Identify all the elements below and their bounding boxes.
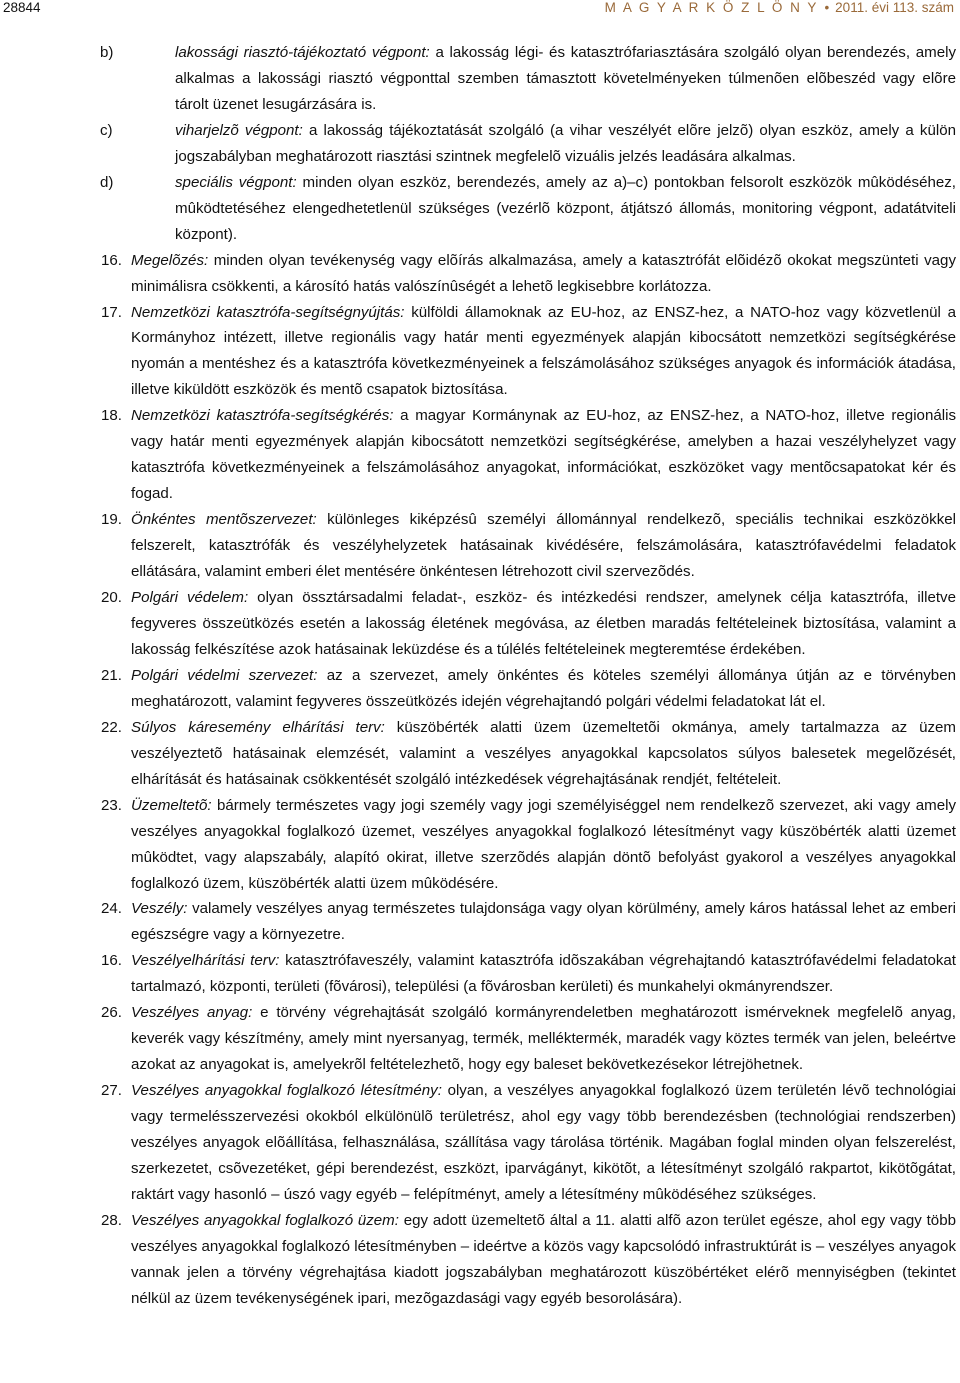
defined-term: Veszélyes anyag:	[131, 1004, 253, 1022]
defined-term: Polgári védelem:	[131, 589, 249, 607]
issue-label: 2011. évi 113. szám	[835, 0, 954, 15]
definition-item	[0, 585, 960, 663]
definition-number: 23.	[101, 796, 122, 814]
definition-text: a lakosság légi- és katasztrófariasztására szolgáló olyan berendezés, amely alkalmas a lakossági riasztó végponttal szemben támasztott követelményeken túlmenõen elõbeszéd vagy elõre tárolt üzenet lesugárzására is.	[175, 44, 956, 113]
defined-term: Veszélyelhárítási terv:	[131, 952, 280, 970]
definition-item	[0, 1208, 960, 1312]
definition-text: valamely veszélyes anyag természetes tulajdonsága vagy olyan körülmény, amely káros hatással lehet az emberi egészségre vagy a környezetre.	[131, 900, 956, 944]
definition-text: külföldi államoknak az EU-hoz, az ENSZ-hez, a NATO-hoz vagy közvetlenül a Kormányhoz intézett, illetve regionális vagy határ menti egyezmények alapján kibocsátott nemzetközi segítségkérése nyomán a mentéshez és a katasztrófa következményeinek a felszámolásához szükséges anyagok és információk átadása, illetve kiküldött eszközök és mentõ csapatok biztosítása.	[131, 303, 956, 399]
sub-item-label: b)	[100, 44, 114, 61]
defined-term: viharjelzõ végpont:	[175, 121, 303, 139]
definition-item	[0, 248, 960, 300]
defined-term: Veszély:	[131, 900, 188, 918]
definition-number: 19.	[101, 511, 122, 529]
definition-number: 16.	[101, 952, 122, 970]
running-header	[605, 0, 954, 15]
definition-item	[0, 1078, 960, 1208]
definition-text: a magyar Kormánynak az EU-hoz, az ENSZ-hez, a NATO-hoz, illetve regionális vagy határ menti egyezmények alapján kibocsátott nemzetközi segítségkérése, amelyben a hazai veszélyhelyzet vagy katasztrófa következményeinek a felszámolásához anyagokat, információkat, eszközöket vagy mentõcsapatokat kér és fogad.	[131, 407, 956, 503]
definition-text: a lakosság tájékoztatását szolgáló (a vihar veszélyét elõre jelzõ) olyan eszköz, amely a külön jogszabályban meghatározott riasztási szintnek megfelelõ vizuális jelzés leadására alkalmas.	[175, 121, 956, 165]
definition-item	[0, 663, 960, 715]
separator-dot: •	[824, 0, 830, 15]
definition-item	[0, 300, 960, 404]
definition-item	[0, 1000, 960, 1078]
definition-item	[0, 715, 960, 793]
definition-item	[0, 507, 960, 585]
definition-text: olyan össztársadalmi feladat-, eszköz- és intézkedési rendszer, amelynek célja katasztrófa, illetve fegyveres összeütközés esetén a lakosság életének megóvása, az életben maradás feltételeinek biztosítása, valamint a lakosság felkészítése azok hatásainak leküzdése és a túlélés feltételeinek megteremtése érdekében.	[131, 589, 956, 658]
sub-item	[0, 40, 960, 118]
definition-number: 24.	[101, 900, 122, 918]
definition-text: olyan, a veszélyes anyagokkal foglalkozó üzem területén lévõ technológiai vagy termelésszervezési okokból elkülönülõ területrész, ahol egy vagy több berendezésben (technológiai rendszerben) veszélyes anyagok elõállítása, felhasználása, szállítása vagy tárolása történik. Magában foglal minden olyan felszerelést, szerkezetet, csõvezetéket, gépi berendezést, eszközt, iparvágányt, kikötõt, a létesítményt szolgáló rakpartot, kikötõgátat, raktárt vagy hasonló – úszó vagy egyéb – felépítményt, amely a létesítmény mûködéséhez szükséges.	[131, 1082, 956, 1203]
definition-item	[0, 793, 960, 897]
definition-number: 20.	[101, 589, 122, 607]
defined-term: speciális végpont:	[175, 173, 297, 191]
definition-item	[0, 948, 960, 1000]
definition-item	[0, 896, 960, 948]
definition-number: 16.	[101, 251, 122, 269]
defined-term: Nemzetközi katasztrófa-segítségnyújtás:	[131, 303, 405, 321]
definition-number: 17.	[101, 303, 122, 321]
definition-number: 28.	[101, 1211, 122, 1229]
defined-term: lakossági riasztó-tájékoztató végpont:	[175, 44, 430, 61]
defined-term: Önkéntes mentõszervezet:	[131, 511, 317, 529]
definition-text: bármely természetes vagy jogi személy vagy jogi személyiséggel nem rendelkezõ szervezet, aki vagy amely veszélyes anyagokkal foglalkozó üzemet, veszélyes anyagokkal foglalkozó létesítményt vagy küszöbérték alatti üzemet mûködtet, vagy alapszabály, alapító okirat, illetve szerzõdés alapján döntõ befolyást gyakorol a veszélyes anyagokkal foglalkozó üzem, küszöbérték alatti üzem mûködésére.	[131, 796, 956, 892]
definition-text: katasztrófaveszély, valamint katasztrófa idõszakában végrehajtandó katasztrófavédelmi feladatokat tartalmazó, központi, területi (fõvárosi), települési (a fõvárosban kerületi) és munkahelyi okmányrendszer.	[131, 952, 956, 996]
definition-number: 27.	[101, 1082, 122, 1100]
definition-text: egy adott üzemeltetõ által a 11. alatti alfõ azon terület egésze, ahol egy vagy több veszélyes anyagokkal foglalkozó létesítményben – ideértve a közös vagy kapcsolódó infrastruktúrát is – veszélyes anyagok vannak jelen a törvény végrehajtása kiadott jogszabályban meghatározott küszöbértéket elérõ mennyiségben (tekintet nélkül az üzem tevékenységének ipari, mezõgazdasági vagy egyéb besorolására).	[131, 1211, 956, 1307]
definition-item	[0, 403, 960, 507]
definition-text: minden olyan eszköz, berendezés, amely az a)–c) pontokban felsorolt eszközök mûködéséhez, mûködtetéséhez elengedhetetlenül szükséges (vezérlõ központ, átjátszó állomás, monitoring végpont, adatátviteli központ).	[175, 173, 956, 243]
definition-text: különleges kiképzésû személyi állománnyal rendelkezõ, speciális technikai eszközökkel felszerelt, katasztrófák és veszélyhelyzetek hatásainak kivédésére, felszámolására, katasztrófavédelmi feladatok ellátására, valamint emberi élet mentésére önkéntesen létrehozott civil szervezõdés.	[131, 511, 956, 581]
sub-item	[0, 170, 960, 248]
defined-term: Nemzetközi katasztrófa-segítségkérés:	[131, 407, 394, 425]
definition-number: 21.	[101, 666, 122, 684]
defined-term: Polgári védelmi szervezet:	[131, 666, 318, 684]
defined-term: Üzemeltetõ:	[131, 796, 212, 814]
sub-item-label: c)	[100, 121, 113, 139]
defined-term: Veszélyes anyagokkal foglalkozó létesítmény:	[131, 1082, 442, 1100]
defined-term: Súlyos káresemény elhárítási terv:	[131, 718, 385, 736]
definition-number: 22.	[101, 718, 122, 736]
sub-item-label: d)	[100, 173, 114, 191]
definition-number: 26.	[101, 1004, 122, 1022]
page-number: 28844	[3, 0, 41, 15]
definition-text: e törvény végrehajtását szolgáló kormányrendeletben meghatározott ismérveknek megfelelõ anyag, keverék vagy készítmény, amely mint nyersanyag, termék, melléktermék, maradék vagy köztes termék van jelen, beleértve azokat az anyagokat is, amelyekrõl feltételezhetõ, hogy egy baleset bekövetkezésekor létrejöhetnek.	[131, 1004, 956, 1074]
defined-term: Veszélyes anyagokkal foglalkozó üzem:	[131, 1211, 399, 1229]
page-header	[0, 0, 960, 20]
definition-text: az a szervezet, amely önkéntes és köteles személyi állománya útján az e törvényben meghatározott, valamint fegyveres összeütközés idején végrehajtandó polgári védelmi feladatokat lát el.	[131, 666, 956, 710]
definition-text: küszöbérték alatti üzem üzemeltetõi okmánya, amely tartalmazza az üzem veszélyeztetõ hatásainak elemzését, valamint a veszélyes anyagokkal kapcsolatos súlyos balesetek megelõzését, elhárítását és hatásainak csökkentését szolgáló intézkedések végrehajtásának rendjét, feltételeit.	[131, 718, 956, 788]
defined-term: Megelõzés:	[131, 251, 209, 269]
sub-item	[0, 118, 960, 170]
definition-number: 18.	[101, 407, 122, 425]
document-body	[0, 40, 960, 1312]
publication-title: M A G Y A R K Ö Z L Ö N Y	[604, 0, 819, 15]
definition-text: minden olyan tevékenység vagy elõírás alkalmazása, amely a katasztrófát elõidézõ okokat megszünteti vagy minimálisra csökkenti, a károsító hatás valószínûségét a lehetõ legkisebbre korlátozza.	[131, 251, 956, 295]
